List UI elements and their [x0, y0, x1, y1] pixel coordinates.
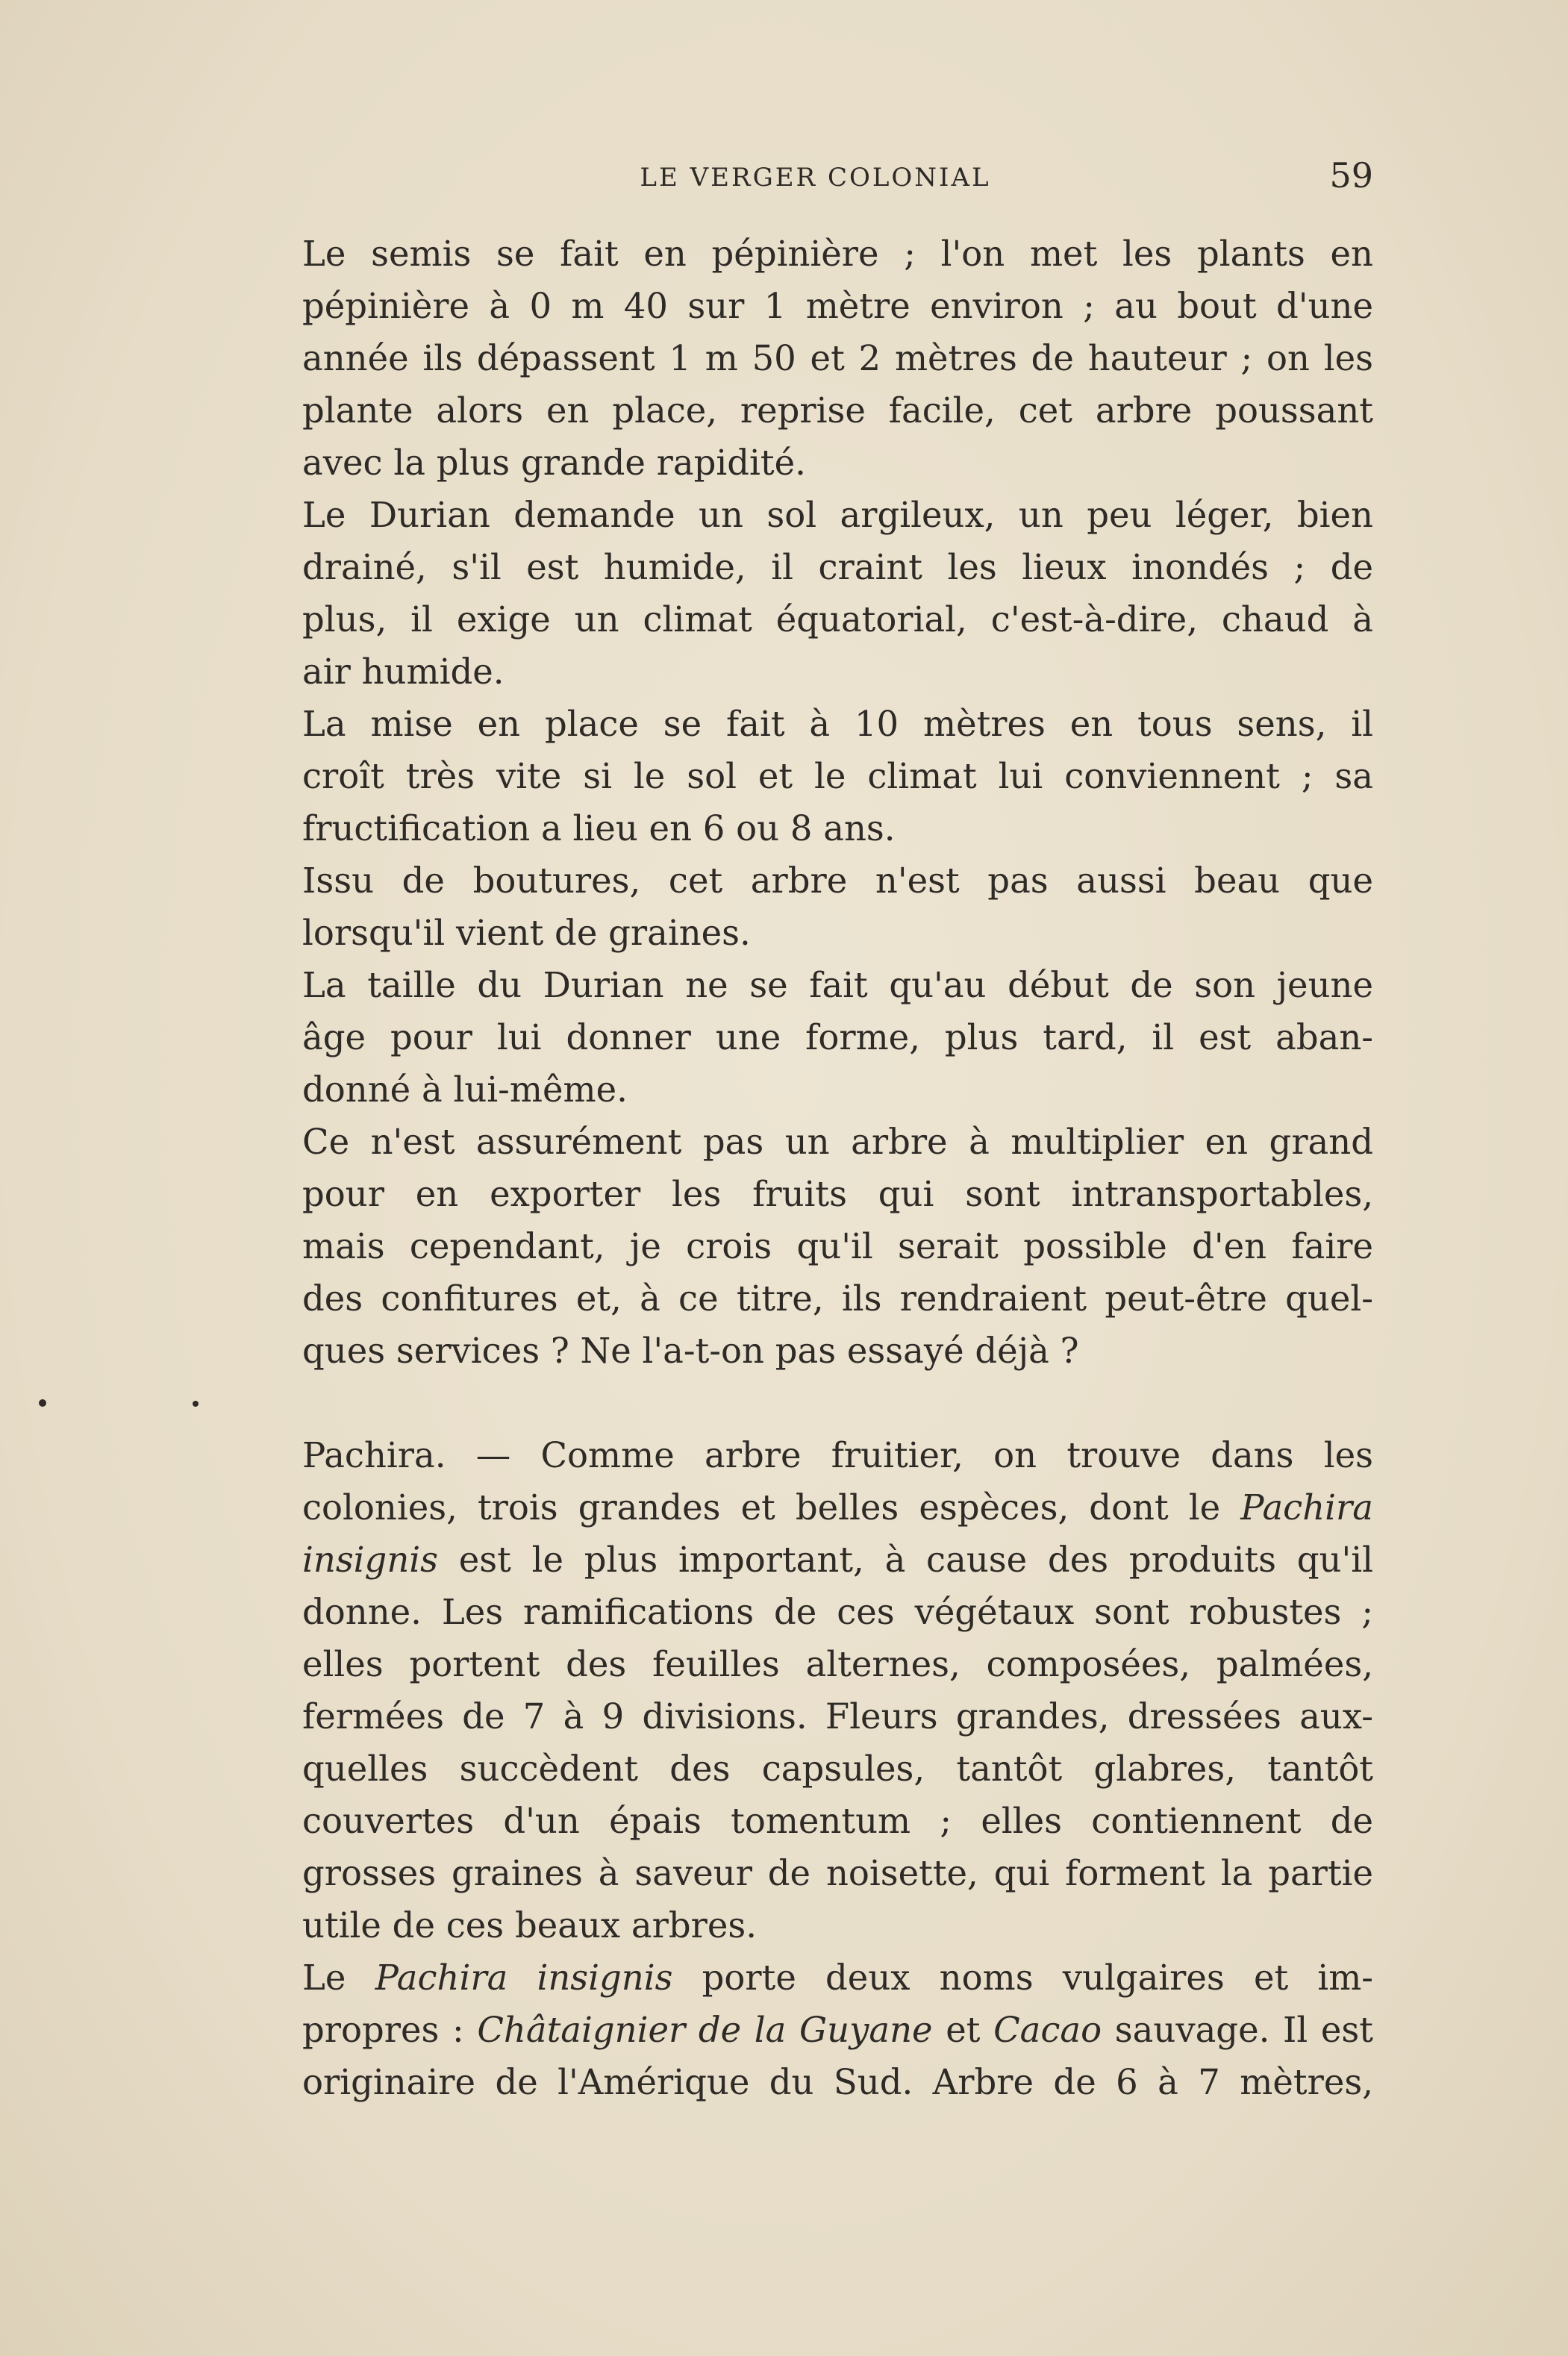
common-name: Châtaignier de la Guyane — [477, 2010, 933, 2050]
text-line: âge pour lui donner une forme, plus tard, il est aban- — [302, 1017, 1373, 1057]
species-name: insignis — [302, 1540, 439, 1580]
text-line: Issu de boutures, cet arbre n'est pas aussi beau que — [302, 860, 1373, 901]
text-run: Le — [302, 1957, 375, 1998]
text-line: drainé, s'il est humide, il craint les lieux inondés ; de — [302, 547, 1373, 587]
common-name: Cacao — [993, 2010, 1102, 2050]
text-run: est le plus important, à cause des produits qu'il — [438, 1540, 1373, 1580]
text-line: air humide. — [302, 652, 505, 692]
body-text — [257, 228, 1373, 2108]
text-line: lorsqu'il vient de graines. — [302, 913, 751, 953]
text-line: donne. Les ramifications de ces végétaux sont robustes ; — [302, 1592, 1373, 1632]
text-line: ques services ? Ne l'a-t-on pas essayé déjà ? — [302, 1331, 1079, 1371]
species-name: Pachira — [1240, 1487, 1373, 1528]
text-line: elles portent des feuilles alternes, composées, palmées, — [302, 1644, 1373, 1684]
text-line: donné à lui-même. — [302, 1069, 628, 1110]
text-line: plante alors en place, reprise facile, cet arbre poussant — [302, 390, 1373, 431]
text-line: La taille du Durian ne se fait qu'au début de son jeune — [302, 965, 1373, 1005]
text-line: pépinière à 0 m 40 sur 1 mètre environ ; au bout d'une — [302, 286, 1373, 326]
print-speck — [39, 1399, 46, 1407]
paragraph-semis — [257, 228, 1373, 489]
text-run: colonies, trois grandes et belles espèces, dont le — [302, 1487, 1241, 1528]
running-head — [257, 155, 1373, 203]
text-line — [257, 1534, 1373, 1586]
text-line: utile de ces beaux arbres. — [302, 1905, 758, 1946]
running-title: LE VERGER COLONIAL — [640, 163, 991, 193]
text-line: couvertes d'un épais tomentum ; elles contiennent de — [302, 1801, 1373, 1841]
text-line: Le Durian demande un sol argileux, un peu léger, bien — [302, 495, 1373, 535]
text-line — [257, 1481, 1373, 1534]
text-line: grosses graines à saveur de noisette, qui forment la partie — [302, 1853, 1373, 1893]
text-run: sauvage. Il est — [1102, 2010, 1373, 2050]
text-line: La mise en place se fait à 10 mètres en tous sens, il — [302, 704, 1373, 744]
text-line: fermées de 7 à 9 divisions. Fleurs grandes, dressées aux- — [302, 1696, 1373, 1737]
text-run: porte deux noms vulgaires et im- — [672, 1957, 1374, 1998]
text-line: avec la plus grande rapidité. — [302, 443, 806, 483]
paragraph-boutures — [257, 854, 1373, 959]
text-run: propres : — [302, 2010, 478, 2050]
text-line: des confitures et, à ce titre, ils rendraient peut-être quel- — [302, 1278, 1373, 1319]
text-line: fructification a lieu en 6 ou 8 ans. — [302, 808, 896, 849]
text-line: pour en exporter les fruits qui sont intransportables, — [302, 1174, 1373, 1214]
text-line — [257, 1952, 1373, 2004]
paragraph-taille — [257, 959, 1373, 1116]
paragraph-export — [257, 1116, 1373, 1377]
paragraph-noms-vulgaires — [257, 1952, 1373, 2108]
text-line: année ils dépassent 1 m 50 et 2 mètres de hauteur ; on les — [302, 338, 1373, 378]
page-number: 59 — [1329, 155, 1373, 196]
paragraph-sol — [257, 489, 1373, 698]
paragraph-mise-en-place — [257, 698, 1373, 854]
text-line: plus, il exige un climat équatorial, c'est-à-dire, chaud à — [302, 599, 1373, 640]
text-line: Le semis se fait en pépinière ; l'on met les plants en — [302, 234, 1373, 274]
text-line: quelles succèdent des capsules, tantôt glabres, tantôt — [302, 1749, 1373, 1789]
paragraph-pachira — [257, 1429, 1373, 1952]
text-line: croît très vite si le sol et le climat lui conviennent ; sa — [302, 756, 1373, 796]
text-line: Ce n'est assurément pas un arbre à multiplier en grand — [302, 1122, 1373, 1162]
text-run: et — [932, 2010, 994, 2050]
text-line: Pachira. — Comme arbre fruitier, on trouve dans les — [302, 1435, 1373, 1475]
text-line: originaire de l'Amérique du Sud. Arbre de 6 à 7 mètres, — [302, 2062, 1373, 2102]
species-name: Pachira insignis — [375, 1957, 673, 1998]
text-line — [257, 2004, 1373, 2056]
text-line: mais cependant, je crois qu'il serait possible d'en faire — [302, 1226, 1373, 1266]
print-speck — [193, 1401, 199, 1407]
